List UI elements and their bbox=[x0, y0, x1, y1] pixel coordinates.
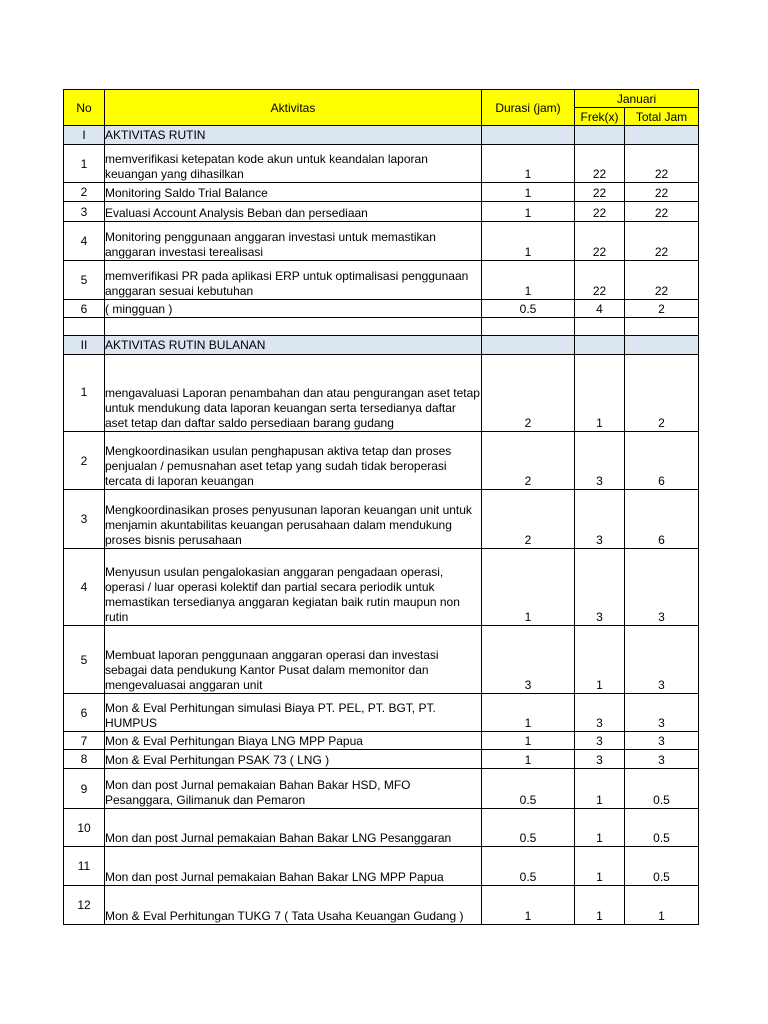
row-number: 3 bbox=[64, 202, 105, 222]
header-total: Total Jam bbox=[625, 108, 699, 126]
row-total: 0.5 bbox=[625, 809, 699, 847]
table-row bbox=[64, 222, 699, 261]
section-number: II bbox=[64, 336, 105, 355]
row-durasi: 2 bbox=[482, 432, 575, 490]
table-row bbox=[64, 732, 699, 750]
row-activity: mengavaluasi Laporan penambahan dan atau pengurangan aset tetap untuk mendukung data laporan keuangan serta tersedianya daftar aset tetap dan daftar saldo persediaan barang gudang bbox=[105, 355, 482, 432]
row-frek: 1 bbox=[575, 355, 625, 432]
row-frek: 22 bbox=[575, 202, 625, 222]
row-durasi: 2 bbox=[482, 355, 575, 432]
row-durasi: 0.5 bbox=[482, 300, 575, 318]
row-activity: Monitoring penggunaan anggaran investasi untuk memastikan anggaran investasi terealisasi bbox=[105, 222, 482, 261]
row-total: 22 bbox=[625, 222, 699, 261]
row-durasi: 1 bbox=[482, 222, 575, 261]
row-number: 7 bbox=[64, 732, 105, 750]
row-durasi: 1 bbox=[482, 549, 575, 626]
header-durasi: Durasi (jam) bbox=[482, 90, 575, 126]
row-activity: Mon & Eval Perhitungan TUKG 7 ( Tata Usaha Keuangan Gudang ) bbox=[105, 886, 482, 925]
row-number: 4 bbox=[64, 222, 105, 261]
table-row bbox=[64, 886, 699, 925]
row-durasi: 1 bbox=[482, 886, 575, 925]
section-title: AKTIVITAS RUTIN BULANAN bbox=[105, 336, 482, 355]
row-durasi: 1 bbox=[482, 732, 575, 750]
row-number: 6 bbox=[64, 300, 105, 318]
row-number: 9 bbox=[64, 769, 105, 809]
row-total: 0.5 bbox=[625, 769, 699, 809]
activity-table bbox=[63, 89, 699, 925]
row-total: 3 bbox=[625, 750, 699, 769]
row-total: 22 bbox=[625, 261, 699, 300]
row-activity: memverifikasi PR pada aplikasi ERP untuk optimalisasi penggunaan anggaran sesuai kebutuhan bbox=[105, 261, 482, 300]
row-activity: Monitoring Saldo Trial Balance bbox=[105, 183, 482, 202]
row-durasi: 3 bbox=[482, 626, 575, 694]
row-frek: 22 bbox=[575, 145, 625, 183]
table-row bbox=[64, 847, 699, 886]
row-activity: Mon dan post Jurnal pemakaian Bahan Bakar LNG Pesanggaran bbox=[105, 809, 482, 847]
row-activity: Membuat laporan penggunaan anggaran operasi dan investasi sebagai data pendukung Kantor Pusat dalam memonitor dan mengevaluasai anggaran unit bbox=[105, 626, 482, 694]
row-number: 6 bbox=[64, 694, 105, 732]
row-number: 5 bbox=[64, 626, 105, 694]
row-durasi: 0.5 bbox=[482, 769, 575, 809]
row-number: 2 bbox=[64, 432, 105, 490]
row-frek: 22 bbox=[575, 261, 625, 300]
row-number: 11 bbox=[64, 847, 105, 886]
row-durasi: 1 bbox=[482, 202, 575, 222]
table-row bbox=[64, 145, 699, 183]
row-total: 6 bbox=[625, 432, 699, 490]
row-total: 22 bbox=[625, 202, 699, 222]
table-row bbox=[64, 261, 699, 300]
row-frek: 3 bbox=[575, 694, 625, 732]
row-total: 2 bbox=[625, 355, 699, 432]
row-total: 3 bbox=[625, 549, 699, 626]
table-row bbox=[64, 432, 699, 490]
row-frek: 1 bbox=[575, 847, 625, 886]
row-number: 1 bbox=[64, 145, 105, 183]
row-frek: 3 bbox=[575, 432, 625, 490]
row-total: 0.5 bbox=[625, 847, 699, 886]
row-number: 10 bbox=[64, 809, 105, 847]
row-frek: 3 bbox=[575, 732, 625, 750]
row-durasi: 1 bbox=[482, 261, 575, 300]
row-frek: 1 bbox=[575, 809, 625, 847]
row-durasi: 0.5 bbox=[482, 847, 575, 886]
table-row bbox=[64, 183, 699, 202]
row-number: 8 bbox=[64, 750, 105, 769]
row-durasi: 2 bbox=[482, 490, 575, 549]
row-total: 3 bbox=[625, 626, 699, 694]
row-frek: 3 bbox=[575, 490, 625, 549]
row-frek: 1 bbox=[575, 886, 625, 925]
table-row bbox=[64, 694, 699, 732]
row-frek: 3 bbox=[575, 750, 625, 769]
row-activity: Mon & Eval Perhitungan simulasi Biaya PT. PEL, PT. BGT, PT. HUMPUS bbox=[105, 694, 482, 732]
row-durasi: 1 bbox=[482, 145, 575, 183]
row-number: 4 bbox=[64, 549, 105, 626]
row-total: 22 bbox=[625, 145, 699, 183]
section-number: I bbox=[64, 126, 105, 145]
header-aktivitas: Aktivitas bbox=[105, 90, 482, 126]
header-frek: Frek(x) bbox=[575, 108, 625, 126]
row-total: 22 bbox=[625, 183, 699, 202]
row-frek: 1 bbox=[575, 626, 625, 694]
row-frek: 22 bbox=[575, 222, 625, 261]
row-total: 1 bbox=[625, 886, 699, 925]
table-row bbox=[64, 626, 699, 694]
section-row bbox=[64, 126, 699, 145]
section-title: AKTIVITAS RUTIN bbox=[105, 126, 482, 145]
row-activity: Menyusun usulan pengalokasian anggaran pengadaan operasi, operasi / luar operasi kolektif dan partial secara periodik untuk memastikan tersedianya anggaran kegiatan baik rutin maupun non rutin bbox=[105, 549, 482, 626]
row-total: 3 bbox=[625, 732, 699, 750]
table-row bbox=[64, 490, 699, 549]
row-activity: Mon dan post Jurnal pemakaian Bahan Bakar HSD, MFO Pesanggara, Gilimanuk dan Pemaron bbox=[105, 769, 482, 809]
row-durasi: 1 bbox=[482, 183, 575, 202]
row-activity: Evaluasi Account Analysis Beban dan persediaan bbox=[105, 202, 482, 222]
section-row bbox=[64, 336, 699, 355]
blank-row bbox=[64, 318, 699, 336]
row-total: 6 bbox=[625, 490, 699, 549]
row-activity: Mengkoordinasikan proses penyusunan laporan keuangan unit untuk menjamin akuntabilitas keuangan perusahaan dalam mendukung proses bisnis perusahaan bbox=[105, 490, 482, 549]
row-frek: 4 bbox=[575, 300, 625, 318]
row-durasi: 0.5 bbox=[482, 809, 575, 847]
row-durasi: 1 bbox=[482, 694, 575, 732]
header-month: Januari bbox=[575, 90, 699, 108]
row-activity: Mengkoordinasikan usulan penghapusan aktiva tetap dan proses penjualan / pemusnahan aset tetap yang sudah tidak beroperasi tercata di laporan keuangan bbox=[105, 432, 482, 490]
row-number: 12 bbox=[64, 886, 105, 925]
row-activity: memverifikasi ketepatan kode akun untuk keandalan laporan keuangan yang dihasilkan bbox=[105, 145, 482, 183]
row-activity: ( mingguan ) bbox=[105, 300, 482, 318]
table-row bbox=[64, 202, 699, 222]
row-total: 2 bbox=[625, 300, 699, 318]
row-durasi: 1 bbox=[482, 750, 575, 769]
row-number: 1 bbox=[64, 355, 105, 432]
row-frek: 1 bbox=[575, 769, 625, 809]
row-frek: 22 bbox=[575, 183, 625, 202]
row-frek: 3 bbox=[575, 549, 625, 626]
table-row bbox=[64, 300, 699, 318]
table-row bbox=[64, 809, 699, 847]
table-row bbox=[64, 355, 699, 432]
row-total: 3 bbox=[625, 694, 699, 732]
row-activity: Mon dan post Jurnal pemakaian Bahan Bakar LNG MPP Papua bbox=[105, 847, 482, 886]
table-row bbox=[64, 769, 699, 809]
row-number: 2 bbox=[64, 183, 105, 202]
table-row bbox=[64, 549, 699, 626]
row-activity: Mon & Eval Perhitungan Biaya LNG MPP Papua bbox=[105, 732, 482, 750]
row-number: 5 bbox=[64, 261, 105, 300]
row-number: 3 bbox=[64, 490, 105, 549]
header-no: No bbox=[64, 90, 105, 126]
table-row bbox=[64, 750, 699, 769]
row-activity: Mon & Eval Perhitungan PSAK 73 ( LNG ) bbox=[105, 750, 482, 769]
